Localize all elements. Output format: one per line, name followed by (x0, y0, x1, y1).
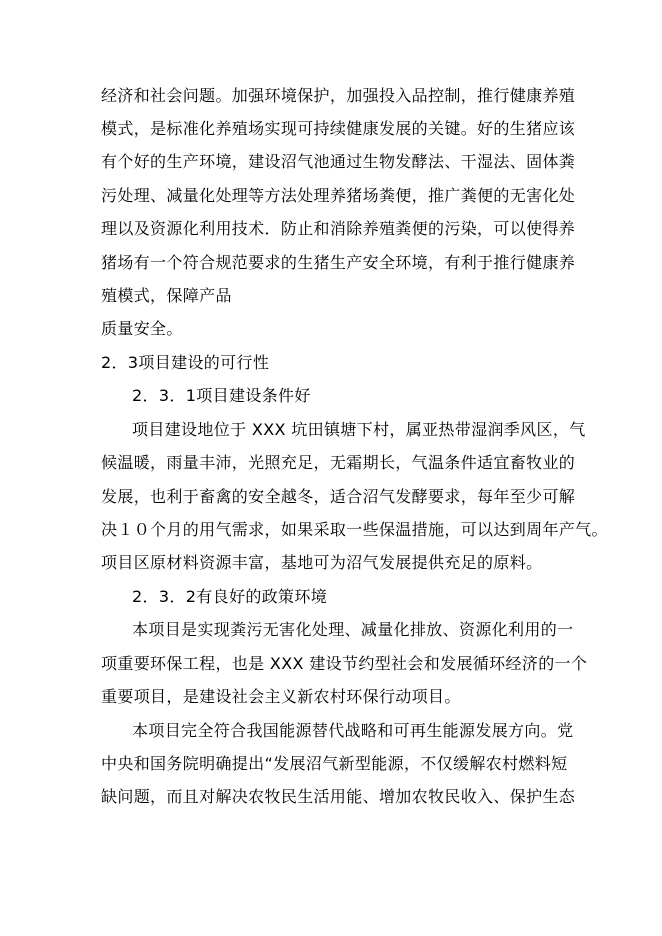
paragraph-3-line-1: 本项目是实现粪污无害化处理、减量化排放、资源化利用的一 (132, 620, 574, 639)
paragraph-2-line-5: 项目区原材料资源丰富，基地可为沼气发展提供充足的原料。 (101, 553, 543, 572)
paragraph-1-line-1: 经济和社会问题。加强环境保护，加强投入品控制，推行健康养殖 (101, 86, 576, 105)
paragraph-1-line-4: 污处理、减量化处理等方法处理养猪场粪便，推广粪便的无害化处 (101, 186, 576, 205)
paragraph-1-line-2: 模式，是标准化养殖场实现可持续健康发展的关键。好的生猪应该 (101, 119, 576, 138)
paragraph-4-line-2: 中央和国务院明确提出“发展沼气新型能源，不仅缓解农村燃料短 (101, 754, 568, 773)
paragraph-2-line-3: 发展，也利于畜禽的安全越冬，适合沼气发酵要求，每年至少可解 (101, 487, 576, 506)
section-heading-2-3-1: 2．3．1项目建设条件好 (132, 386, 311, 405)
paragraph-3-line-2: 项重要环保工程，也是 XXX 建设节约型社会和发展循环经济的一个 (101, 654, 588, 673)
paragraph-1-line-3: 有个好的生产环境，建设沼气池通过生物发酵法、干湿法、固体粪 (101, 152, 576, 171)
paragraph-2-line-1: 项目建设地位于 XXX 坑田镇塘下村，属亚热带湿润季风区，气 (132, 420, 586, 439)
paragraph-1-line-6: 猪场有一个符合规范要求的生猪生产安全环境，有利于推行健康养 (101, 253, 576, 272)
paragraph-3-line-3: 重要项目，是建设社会主义新农村环保行动项目。 (101, 687, 461, 706)
section-heading-2-3: 2．3项目建设的可行性 (101, 353, 270, 372)
paragraph-4-line-1: 本项目完全符合我国能源替代战略和可再生能源发展方向。党 (132, 721, 574, 740)
paragraph-1-line-8: 质量安全。 (101, 319, 183, 338)
section-heading-2-3-2: 2．3．2有良好的政策环境 (132, 587, 328, 606)
paragraph-1-line-5: 理以及资源化利用技术．防止和消除养殖粪便的污染，可以使得养 (101, 219, 576, 238)
paragraph-2-line-2: 候温暖，雨量丰沛，光照充足，无霜期长，气温条件适宜畜牧业的 (101, 453, 576, 472)
paragraph-2-line-4: 决１０个月的用气需求，如果采取一些保温措施，可以达到周年产气。 (101, 520, 608, 539)
paragraph-4-line-3: 缺问题，而且对解决农牧民生活用能、增加农牧民收入、保护生态 (101, 787, 576, 806)
paragraph-1-line-7: 殖模式，保障产品 (101, 286, 232, 305)
